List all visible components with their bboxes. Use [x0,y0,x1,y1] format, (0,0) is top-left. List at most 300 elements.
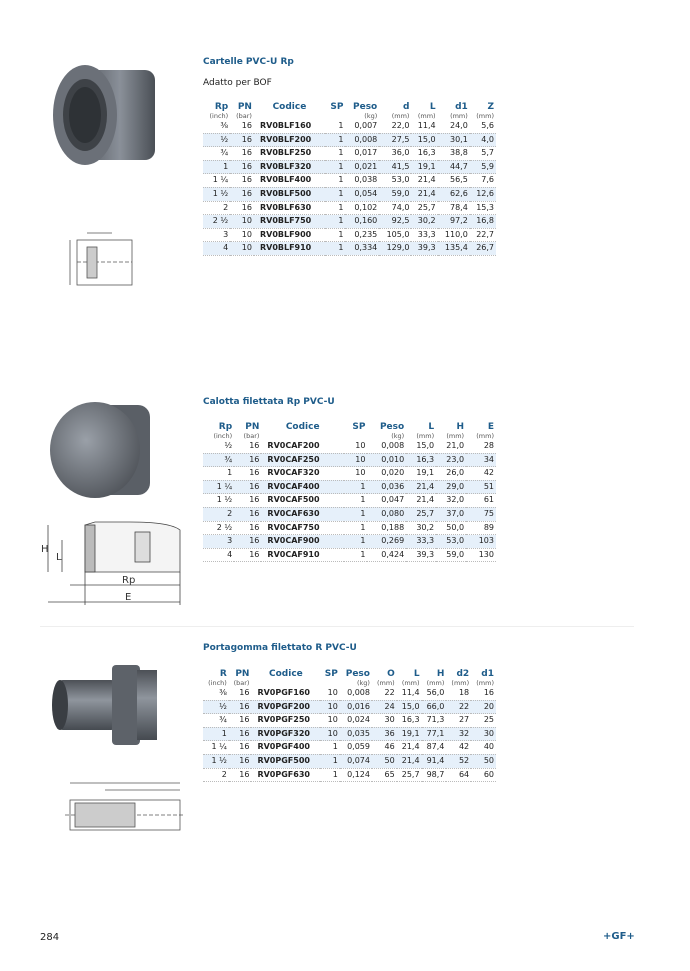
table-cell: 3 [203,228,230,242]
table-row [203,201,496,215]
table-cell: 60 [471,768,496,782]
table-cell: 1 [203,160,230,174]
table-cell: 46 [372,741,397,755]
section-title: Cartelle PVC-U Rp [203,57,294,67]
table-cell: 62,6 [438,187,470,201]
table-cell: 1 [203,727,229,741]
hose-adapter-drawing [45,775,185,850]
column-header: d1 [481,669,494,679]
reducing-bush-photo [40,55,165,175]
column-header: SP [324,669,338,679]
table-cell: RV0PGF500 [251,754,320,768]
table-cell: 1 [325,160,345,174]
table-cell: 1 [203,467,234,481]
table-cell: RV0CAF320 [261,467,344,481]
table-cell: 75 [466,507,496,521]
table-cell: 1 [325,120,345,133]
table-cell: 15,3 [470,201,496,215]
table-cell: RV0PGF630 [251,768,320,782]
table-cell: 0,017 [345,147,379,161]
table-cell: 22 [372,687,397,700]
table-cell: 1 [344,521,367,535]
column-unit: (mm) [476,432,494,440]
table-cell: 1 [325,147,345,161]
table-cell: 24 [372,700,397,714]
table-row [203,174,496,188]
table-cell: 0,038 [345,174,379,188]
table-cell: RV0PGF200 [251,700,320,714]
table-row [203,467,496,481]
table-row [203,187,496,201]
column-unit: (bar) [236,112,252,120]
table-cell: 21,0 [436,440,466,453]
table-cell: 20 [471,700,496,714]
table-cell: 21,4 [406,480,436,494]
table-cell: 110,0 [438,228,470,242]
table-row [203,120,496,133]
column-unit [254,112,325,120]
table-row [203,754,496,768]
column-header: H [436,669,445,679]
column-unit: (mm) [476,112,494,120]
table-cell: 22 [446,700,471,714]
table-cell: 16 [234,453,261,467]
column-unit: (bar) [243,432,260,440]
column-unit: (mm) [417,112,436,120]
table-cell: 0,054 [345,187,379,201]
table-cell: 22,7 [470,228,496,242]
table-cell: 10 [320,714,339,728]
table-cell: 4 [203,242,230,256]
table-cell: RV0CAF910 [261,548,344,562]
table-cell: 0,036 [367,480,406,494]
table-cell: 11,4 [411,120,437,133]
table-row [203,440,496,453]
table-cell: 5,6 [470,120,496,133]
table-cell: 87,4 [422,741,447,755]
drawing-label-l: L [56,552,62,563]
spec-table [203,422,496,562]
column-header: Codice [269,669,303,679]
table-cell: 1 [344,548,367,562]
table-cell: 53,0 [379,174,411,188]
table-cell: 30 [372,714,397,728]
table-cell: 27 [446,714,471,728]
table-cell: RV0CAF900 [261,535,344,549]
table-cell: 1 [320,741,339,755]
table-cell: 0,424 [367,548,406,562]
table-cell: 10 [320,687,339,700]
table-cell: 1 ¼ [203,174,230,188]
table-cell: 0,334 [345,242,379,256]
table-cell: 19,1 [411,160,437,174]
table-cell: 27,5 [379,133,411,147]
section-subtitle: Adatto per BOF [203,78,272,88]
table-cell: 16 [234,521,261,535]
table-cell: 15,0 [406,440,436,453]
column-header: PN [237,102,252,112]
table-cell: 77,1 [422,727,447,741]
table-cell: 36,0 [379,147,411,161]
table-cell: 66,0 [422,700,447,714]
gf-logo: +GF+ [603,931,635,942]
table-cell: 2 ½ [203,215,230,229]
table-cell: 29,0 [436,480,466,494]
column-unit: (mm) [450,112,468,120]
table-cell: 40 [471,741,496,755]
table-cell: 10 [344,440,367,453]
table-cell: 21,4 [411,187,437,201]
page-number: 284 [40,932,60,943]
table-cell: 25,7 [397,768,422,782]
table-cell: 16 [234,440,261,453]
table-cell: 2 [203,201,230,215]
table-cell: 1 [344,535,367,549]
table-cell: 30,2 [406,521,436,535]
table-cell: RV0BLF910 [254,242,325,256]
column-header: O [387,669,395,679]
column-unit: (mm) [416,432,435,440]
table-cell: 10 [344,453,367,467]
column-header: L [428,422,435,432]
table-cell: 16 [229,687,252,700]
column-unit: (mm) [401,679,420,687]
table-cell: 59,0 [379,187,411,201]
table-cell: 10 [230,215,254,229]
column-header: E [487,422,494,432]
table-cell: ¾ [203,147,230,161]
table-cell: 16 [230,147,254,161]
table-cell: 16 [229,714,252,728]
table-cell: 0,021 [345,160,379,174]
table-cell: 16 [229,754,252,768]
table-row [203,521,496,535]
table-cell: ½ [203,700,229,714]
section-title: Calotta filettata Rp PVC-U [203,397,335,407]
table-cell: RV0CAF200 [261,440,344,453]
table-cell: 0,008 [345,133,379,147]
table-cell: 34 [466,453,496,467]
table-cell: 16 [229,768,252,782]
table-cell: 10 [320,700,339,714]
column-header: H [456,422,465,432]
table-cell: ⅜ [203,687,229,700]
table-row [203,741,496,755]
table-row [203,768,496,782]
table-cell: 21,4 [406,494,436,508]
table-cell: 24,0 [438,120,470,133]
table-cell: 0,024 [340,714,372,728]
table-cell: 105,0 [379,228,411,242]
table-cell: 135,4 [438,242,470,256]
table-cell: 2 [203,507,234,521]
table-cell: 1 [344,494,367,508]
column-header: L [413,669,420,679]
column-header: Peso [379,422,405,432]
table-cell: ⅜ [203,120,230,133]
table-cell: 56,5 [438,174,470,188]
table-cell: 92,5 [379,215,411,229]
column-unit: (kg) [364,112,378,120]
table-cell: 0,016 [340,700,372,714]
table-cell: 53,0 [436,535,466,549]
table-cell: 0,080 [367,507,406,521]
table-cell: RV0BLF400 [254,174,325,188]
table-cell: 64 [446,768,471,782]
table-cell: RV0CAF400 [261,480,344,494]
table-cell: 129,0 [379,242,411,256]
table-cell: 16 [234,467,261,481]
table-cell: 39,3 [411,242,437,256]
table-cell: 16,3 [411,147,437,161]
column-header: d1 [455,102,468,112]
column-header: SP [330,102,344,112]
table-cell: 30,1 [438,133,470,147]
table-cell: 7,6 [470,174,496,188]
table-cell: 51 [466,480,496,494]
table-cell: 0,008 [340,687,372,700]
table-cell: 32,0 [436,494,466,508]
table-cell: 44,7 [438,160,470,174]
table-cell: 0,059 [340,741,372,755]
column-unit [251,679,320,687]
table-cell: ¾ [203,453,234,467]
table-row [203,714,496,728]
table-cell: 15,0 [397,700,422,714]
table-cell: 1 ½ [203,494,234,508]
drawing-label-h: H [41,544,49,555]
table-cell: RV0BLF750 [254,215,325,229]
table-cell: 42 [466,467,496,481]
table-cell: 19,1 [397,727,422,741]
section-title: Portagomma filettato R PVC-U [203,643,357,653]
column-unit: (inch) [209,112,229,120]
table-row [203,480,496,494]
table-cell: 98,7 [422,768,447,782]
column-unit [344,432,367,440]
table-cell: 1 [325,201,345,215]
column-header: R [219,669,227,679]
table-cell: 4,0 [470,133,496,147]
table-cell: RV0CAF500 [261,494,344,508]
table-cell: 50 [372,754,397,768]
table-cell: 36 [372,727,397,741]
table-cell: 0,235 [345,228,379,242]
table-cell: 38,8 [438,147,470,161]
table-row [203,548,496,562]
column-header: Peso [345,669,370,679]
table-row [203,687,496,700]
table-cell: 16 [230,120,254,133]
column-unit: (kg) [391,432,405,440]
table-cell: 89 [466,521,496,535]
table-cell: 39,3 [406,548,436,562]
table-cell: 32 [446,727,471,741]
column-header: Z [487,102,494,112]
table-cell: 78,4 [438,201,470,215]
table-cell: 61 [466,494,496,508]
table-cell: 33,3 [406,535,436,549]
column-unit: (bar) [233,679,250,687]
table-cell: 25,7 [406,507,436,521]
reducing-bush-drawing [52,225,142,300]
table-cell: 2 ½ [203,521,234,535]
table-cell: RV0CAF630 [261,507,344,521]
table-cell: RV0BLF900 [254,228,325,242]
table-row [203,242,496,256]
table-cell: 33,3 [411,228,437,242]
table-cell: 56,0 [422,687,447,700]
table-cell: RV0BLF250 [254,147,325,161]
table-cell: 0,188 [367,521,406,535]
table-cell: 0,074 [340,754,372,768]
table-cell: 1 [325,133,345,147]
column-unit [320,679,339,687]
table-cell: 1 [325,242,345,256]
table-cell: 97,2 [438,215,470,229]
table-cell: 42 [446,741,471,755]
table-cell: 1 ½ [203,754,229,768]
table-cell: 26,0 [436,467,466,481]
table-cell: 0,010 [367,453,406,467]
table-cell: 65 [372,768,397,782]
table-row [203,535,496,549]
table-cell: 21,4 [397,741,422,755]
table-cell: 1 ½ [203,187,230,201]
table-row [203,453,496,467]
column-unit: (mm) [451,679,470,687]
column-header: Peso [353,102,378,112]
table-cell: 21,4 [397,754,422,768]
table-cell: 0,160 [345,215,379,229]
table-cell: 16 [234,507,261,521]
table-row [203,228,496,242]
table-cell: 16,8 [470,215,496,229]
column-unit: (inch) [213,432,233,440]
table-cell: 5,7 [470,147,496,161]
drawing-label-rp: Rp [122,575,136,586]
column-header: SP [352,422,366,432]
column-unit: (mm) [476,679,494,687]
column-unit [261,432,344,440]
table-cell: 37,0 [436,507,466,521]
table-cell: 26,7 [470,242,496,256]
table-cell: 10 [230,242,254,256]
column-unit [325,112,345,120]
table-cell: RV0CAF750 [261,521,344,535]
table-cell: 74,0 [379,201,411,215]
table-cell: 10 [230,228,254,242]
column-header: L [429,102,436,112]
drawing-label-e: E [125,592,132,603]
table-cell: RV0PGF160 [251,687,320,700]
table-cell: 16 [234,535,261,549]
column-unit: (kg) [357,679,370,687]
table-cell: 4 [203,548,234,562]
table-cell: RV0PGF320 [251,727,320,741]
table-cell: 1 ¼ [203,480,234,494]
table-cell: 25 [471,714,496,728]
section-divider [40,626,634,627]
table-cell: 50,0 [436,521,466,535]
table-cell: 0,124 [340,768,372,782]
table-cell: 16 [229,741,252,755]
table-cell: 0,047 [367,494,406,508]
column-unit: (mm) [446,432,465,440]
section-reducing-bush [203,57,496,256]
table-cell: RV0BLF160 [254,120,325,133]
table-cell: 16 [234,480,261,494]
threaded-cap-drawing [40,510,185,610]
section-threaded-cap [203,397,496,562]
column-header: d2 [456,669,470,679]
table-cell: RV0BLF500 [254,187,325,201]
table-cell: RV0BLF320 [254,160,325,174]
table-cell: 1 [320,768,339,782]
table-cell: 16,3 [406,453,436,467]
table-cell: 71,3 [422,714,447,728]
table-cell: 52 [446,754,471,768]
column-header: Codice [285,422,320,432]
table-cell: ½ [203,440,234,453]
table-cell: 11,4 [397,687,422,700]
table-cell: 1 [325,228,345,242]
column-unit: (mm) [426,679,445,687]
table-cell: 103 [466,535,496,549]
column-header: PN [245,422,260,432]
column-unit: (mm) [376,679,395,687]
table-cell: 16,3 [397,714,422,728]
table-cell: ½ [203,133,230,147]
table-cell: 10 [320,727,339,741]
spec-table [203,102,496,256]
column-header: Codice [272,102,307,112]
table-cell: 19,1 [406,467,436,481]
table-cell: 28 [466,440,496,453]
table-cell: 1 [320,754,339,768]
table-cell: 0,008 [367,440,406,453]
column-header: Rp [218,422,233,432]
table-cell: 30 [471,727,496,741]
column-header: Rp [214,102,229,112]
spec-table [203,669,496,782]
table-row [203,160,496,174]
table-row [203,133,496,147]
table-cell: 2 [203,768,229,782]
table-cell: 1 [325,187,345,201]
table-cell: 1 [325,215,345,229]
table-row [203,147,496,161]
table-cell: 16 [230,160,254,174]
table-cell: 16 [234,548,261,562]
table-cell: RV0PGF250 [251,714,320,728]
table-cell: 50 [471,754,496,768]
table-cell: 5,9 [470,160,496,174]
table-cell: 16 [229,700,252,714]
table-cell: 16 [471,687,496,700]
table-cell: 15,0 [411,133,437,147]
table-row [203,494,496,508]
column-header: d [403,102,410,112]
column-unit: (mm) [391,112,410,120]
table-cell: 22,0 [379,120,411,133]
table-row [203,727,496,741]
table-row [203,507,496,521]
table-cell: RV0PGF400 [251,741,320,755]
table-cell: 91,4 [422,754,447,768]
table-cell: 1 [325,174,345,188]
table-cell: 16 [229,727,252,741]
